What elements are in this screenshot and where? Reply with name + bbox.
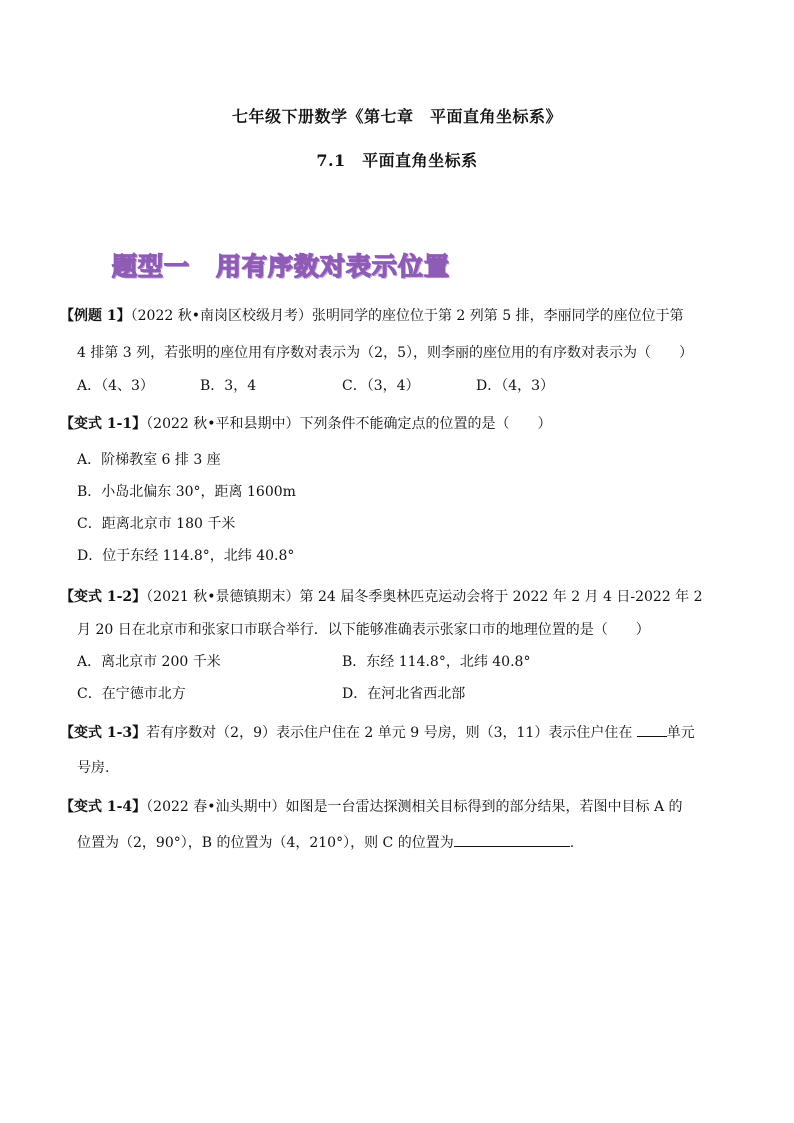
document-subtitle: 7.1 平面直角坐标系 [316,151,478,170]
variant11-tag: 【变式 1-1】 [60,416,147,432]
variant12-line1 [60,587,703,607]
variant13-text1: 若有序数对（2，9）表示住户住在 2 单元 9 号房，则（3，11）表示住户住在 [146,725,633,741]
variant11-option-d: D．位于东经 114.8°，北纬 40.8° [77,548,295,564]
variant13-line1 [60,722,695,743]
variant14-tag: 【变式 1-4】 [60,799,147,815]
variant14-answer-blank[interactable] [454,832,570,847]
variant14-text2: 位置为（2，90°），B 的位置为（4，210°），则 C 的位置为 [77,835,454,851]
example1-tag: 【例题 1】 [60,308,131,324]
variant14-line2 [77,832,574,853]
example1-option-a: A．（4、3） [77,378,154,394]
variant13-tag: 【变式 1-3】 [60,725,147,741]
variant11-option-c: C．距离北京市 180 千米 [77,516,236,532]
variant12-line2: 月 20 日在北京市和张家口市联合举行．以下能够准确表示张家口市的地理位置的是（ ） [77,622,650,638]
variant12-option-b: B．东经 114.8°，北纬 40.8° [342,654,531,670]
variant14-line1 [60,797,683,817]
variant11-text1: （2022 秋•平和县期中）下列条件不能确定点的位置的是（ ） [146,416,552,432]
variant13-text1-end: 单元 [666,725,695,741]
variant11-option-a: A．阶梯教室 6 排 3 座 [77,452,221,468]
variant13-answer-blank[interactable] [637,722,667,737]
example1-line2: 4 排第 3 列，若张明的座位用有序数对表示为（2，5），则李丽的座位用的有序数对表示为（ ） [77,345,693,361]
example1-option-b: B．3，4 [200,378,257,394]
section-heading: 题型一 用有序数对表示位置 [112,252,451,281]
example1-text1: （2022 秋•南岗区校级月考）张明同学的座位位于第 2 列第 5 排，李丽同学的座位位于第 [130,308,684,324]
example1-option-c: C．（3，4） [342,378,420,394]
variant11-line1 [60,414,552,434]
variant14-text1: （2022 春•汕头期中）如图是一台雷达探测相关目标得到的部分结果，若图中目标 A 的 [146,799,683,815]
variant12-text1: （2021 秋•景德镇期末）第 24 届冬季奥林匹克运动会将于 2022 年 2 月 4 日-2022 年 2 [146,589,703,605]
example1-line1 [60,306,684,326]
example1-option-d: D．（4，3） [476,378,555,394]
variant12-tag: 【变式 1-2】 [60,589,147,605]
variant12-option-d: D．在河北省西北部 [342,686,466,702]
variant12-option-a: A．离北京市 200 千米 [77,654,221,670]
variant12-option-c: C．在宁德市北方 [77,686,186,702]
variant11-option-b: B．小岛北偏东 30°，距离 1600m [77,484,296,500]
variant14-text2-end: . [569,835,575,851]
document-title: 七年级下册数学《第七章 平面直角坐标系》 [231,107,562,126]
variant13-line2: 号房. [77,760,110,776]
